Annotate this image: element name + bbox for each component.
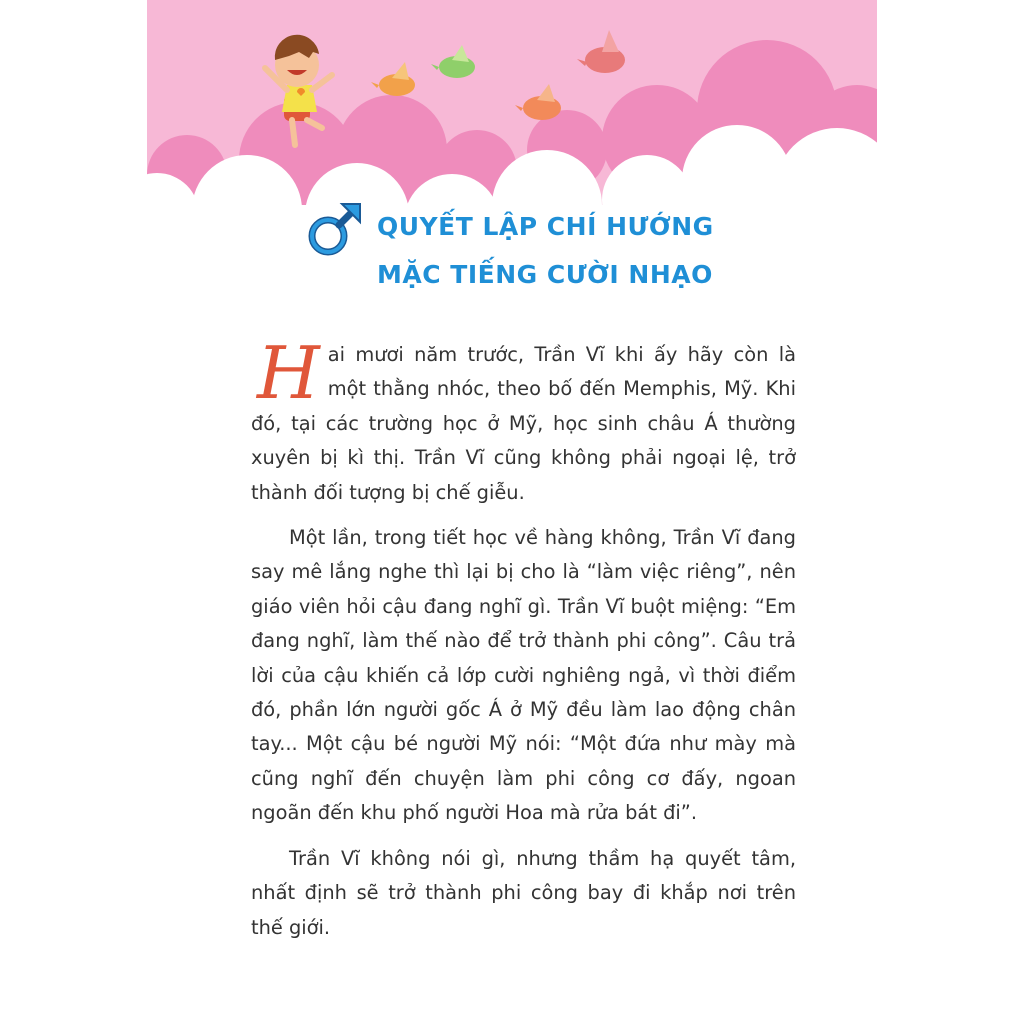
paragraph-2: Một lần, trong tiết học về hàng không, Trần Vĩ đang say mê lắng nghe thì lại bị cho là “làm việc riêng”, nên giáo viên hỏi cậu đang nghĩ gì. Trần Vĩ buột miệng: “Em đang nghĩ, làm thế nào để trở thành phi công”. Câu trả lời của cậu khiến cả lớp cười nghiêng ngả, vì thời điểm đó, phần lớn người gốc Á ở Mỹ đều làm lao động chân tay... Một cậu bé người Mỹ nói: “Một đứa như mày mà cũng nghĩ đến chuyện làm phi công cơ đấy, ngoan ngoãn đến khu phố người Hoa mà rửa bát đi”. xyxy=(251,526,796,825)
title-line-1: QUYẾT LẬP CHÍ HƯỚNG xyxy=(377,212,714,241)
banner-illustration xyxy=(147,0,877,215)
drop-cap: H xyxy=(257,331,320,415)
paragraph-1-text: ai mươi năm trước, Trần Vĩ khi ấy hãy còn là một thằng nhóc, theo bố đến Memphis, Mỹ. Khi đó, tại các trường học ở Mỹ, học sinh châu Á thường xuyên bị kì thị. Trần Vĩ cũng không phải ngoại lệ, trở thành đối tượng bị chế giễu. xyxy=(251,343,796,504)
paragraph-3: Trần Vĩ không nói gì, nhưng thầm hạ quyết tâm, nhất định sẽ trở thành phi công bay đi khắp nơi trên thế giới. xyxy=(251,846,796,939)
title-line-2: MẶC TIẾNG CƯỜI NHẠO xyxy=(377,260,713,289)
header-banner xyxy=(147,0,877,215)
male-symbol-icon xyxy=(304,200,364,260)
paragraph-1 xyxy=(251,331,796,510)
book-page xyxy=(147,0,877,1024)
chapter-title xyxy=(307,198,727,298)
story-text xyxy=(251,331,796,956)
